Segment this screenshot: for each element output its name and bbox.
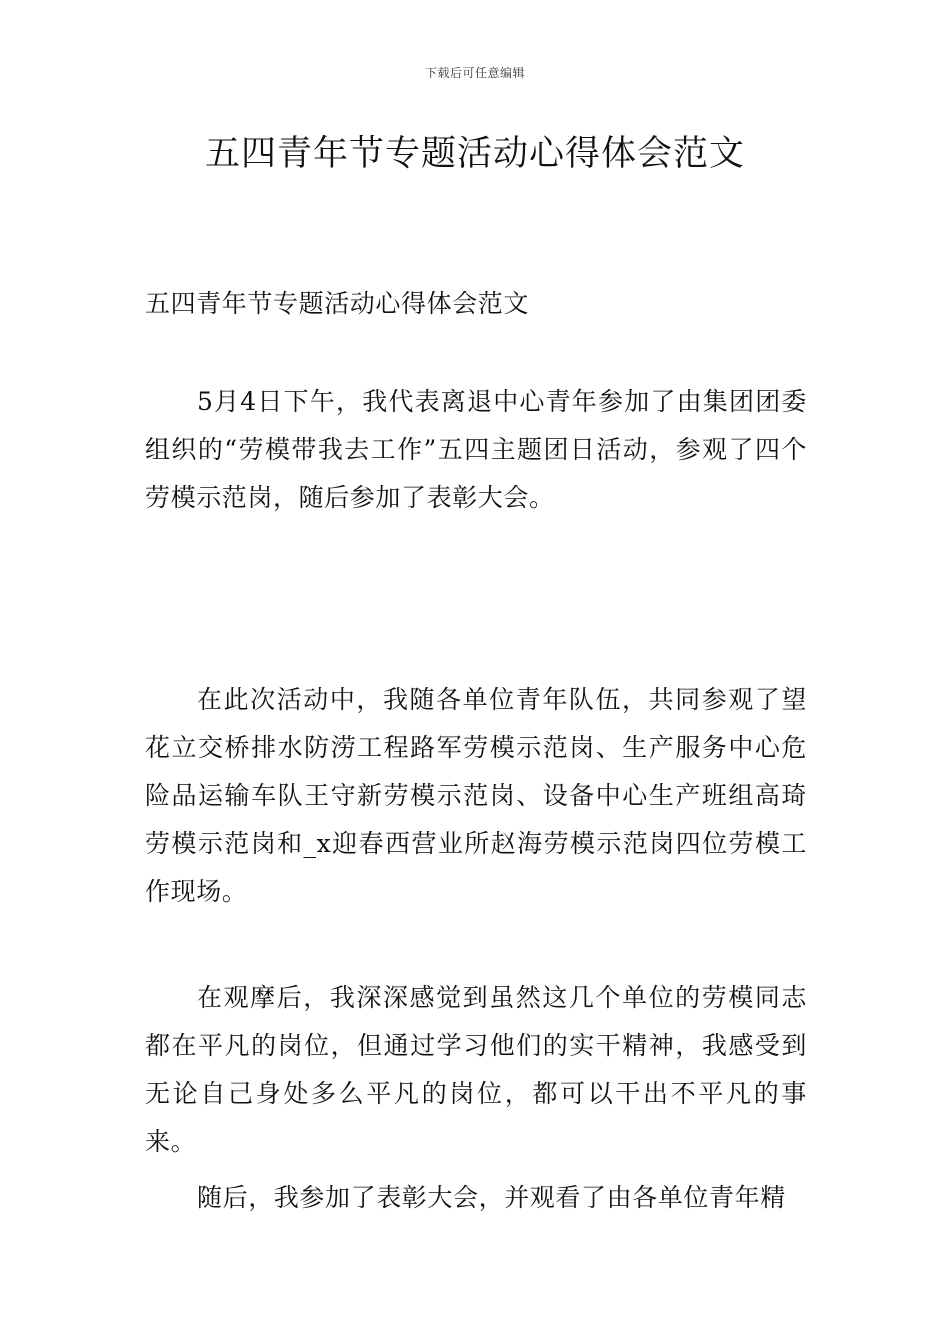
document-title: 五四青年节专题活动心得体会范文 (204, 134, 745, 174)
paragraph-3: 在观摩后，我深深感觉到虽然这几个单位的劳模同志都在平凡的岗位，但通过学习他们的实干精神，我感受到无论自己身处多么平凡的岗位，都可以干出不平凡的事来。 (145, 983, 807, 1156)
download-note: 下载后可任意编辑 (424, 66, 525, 80)
paragraph-1: 5月4日下午，我代表离退中心青年参加了由集团团委组织的“劳模带我去工作”五四主题团日活动，参观了四个劳模示范岗，随后参加了表彰大会。 (145, 387, 807, 512)
paragraph-2: 在此次活动中，我随各单位青年队伍，共同参观了望花立交桥排水防涝工程路军劳模示范岗、生产服务中心危险品运输车队王守新劳模示范岗、设备中心生产班组高琦劳模示范岗和_x迎春西营业所赵海劳模示范岗四位劳模工作现场。 (145, 685, 807, 906)
paragraph-4: 随后，我参加了表彰大会，并观看了由各单位青年精 (197, 1183, 786, 1212)
document-subtitle: 五四青年节专题活动心得体会范文 (145, 289, 530, 318)
